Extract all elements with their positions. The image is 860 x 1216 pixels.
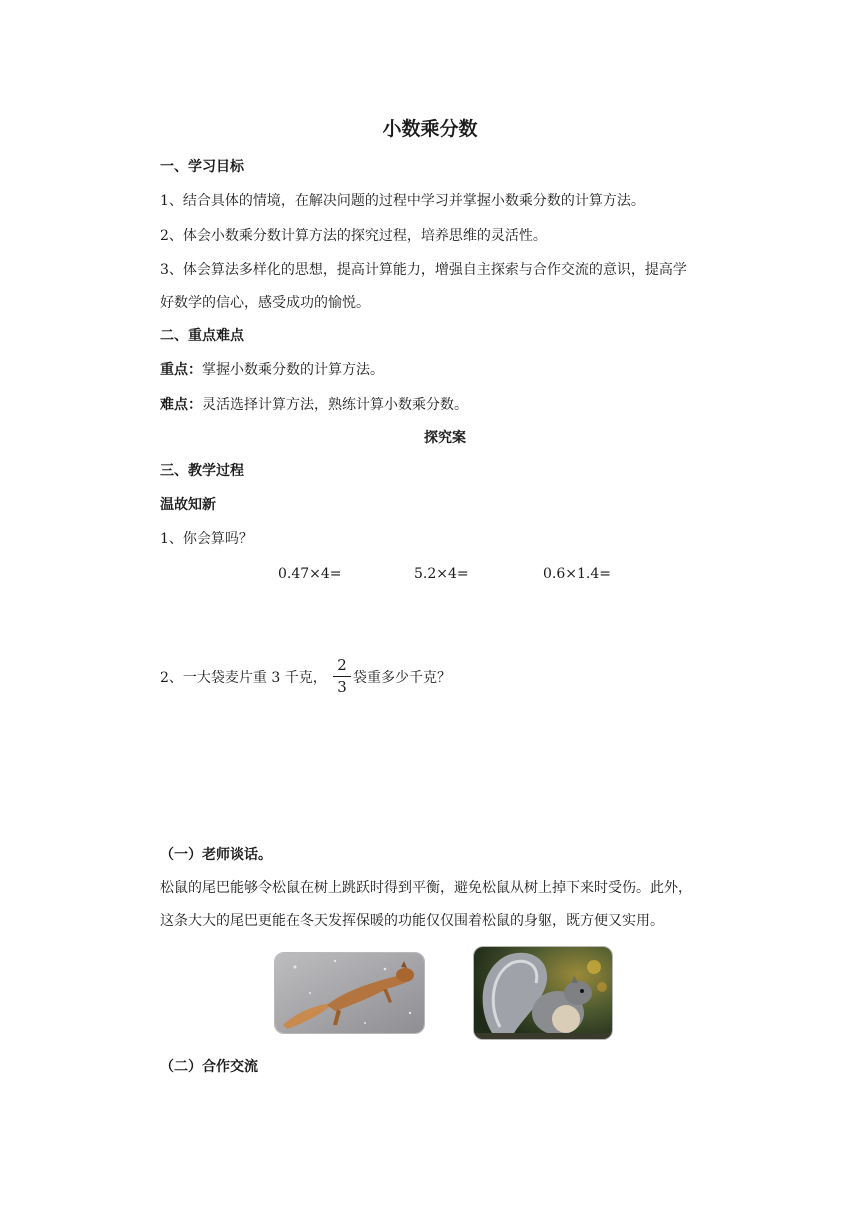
question-2-prefix: 2、一大袋麦片重 3 千克， <box>160 670 327 686</box>
key-point-label: 重点： <box>160 362 202 378</box>
fraction-numerator: 2 <box>337 656 347 674</box>
expression-2: 5.2×4= <box>414 566 469 582</box>
objective-item-2: 2、体会小数乘分数计算方法的探究过程，培养思维的灵活性。 <box>160 228 547 244</box>
objective-item-3-continued: 好数学的信心，感受成功的愉悦。 <box>160 295 370 311</box>
expression-1: 0.47×4= <box>278 566 342 582</box>
difficulty-label: 难点： <box>160 397 202 413</box>
fraction-denominator: 3 <box>337 678 347 696</box>
difficulty-line <box>160 395 468 415</box>
fraction-two-thirds <box>333 656 351 697</box>
key-point-text: 掌握小数乘分数的计算方法。 <box>202 362 384 378</box>
subsection-teacher-talk: （一）老师谈话。 <box>160 847 272 863</box>
expression-3: 0.6×1.4= <box>543 566 611 582</box>
inquiry-title: 探究案 <box>424 430 466 446</box>
key-point-line <box>160 360 384 380</box>
question-1: 1、你会算吗？ <box>160 531 253 547</box>
objective-item-3: 3、体会算法多样化的思想，提高计算能力，增强自主探索与合作交流的意识，提高学 <box>160 262 687 278</box>
section-heading-teaching-process: 三、教学过程 <box>160 463 244 479</box>
sitting-squirrel-photo <box>473 946 613 1040</box>
review-title: 温故知新 <box>160 497 216 513</box>
page-title: 小数乘分数 <box>382 118 478 140</box>
teacher-talk-line-2: 这条大大的尾巴更能在冬天发挥保暖的功能仅仅围着松鼠的身躯，既方便又实用。 <box>160 913 664 929</box>
leaping-squirrel-photo <box>274 952 425 1034</box>
difficulty-text: 灵活选择计算方法，熟练计算小数乘分数。 <box>202 397 468 413</box>
section-heading-objectives: 一、学习目标 <box>160 159 244 175</box>
section-heading-key-points: 二、重点难点 <box>160 328 244 344</box>
question-2-suffix: 袋重多少千克？ <box>353 670 451 686</box>
fraction-bar <box>333 676 351 677</box>
subsection-cooperation: （二）合作交流 <box>160 1059 258 1075</box>
objective-item-1: 1、结合具体的情境，在解决问题的过程中学习并掌握小数乘分数的计算方法。 <box>160 193 645 209</box>
teacher-talk-line-1: 松鼠的尾巴能够令松鼠在树上跳跃时得到平衡，避免松鼠从树上掉下来时受伤。此外， <box>160 880 692 896</box>
